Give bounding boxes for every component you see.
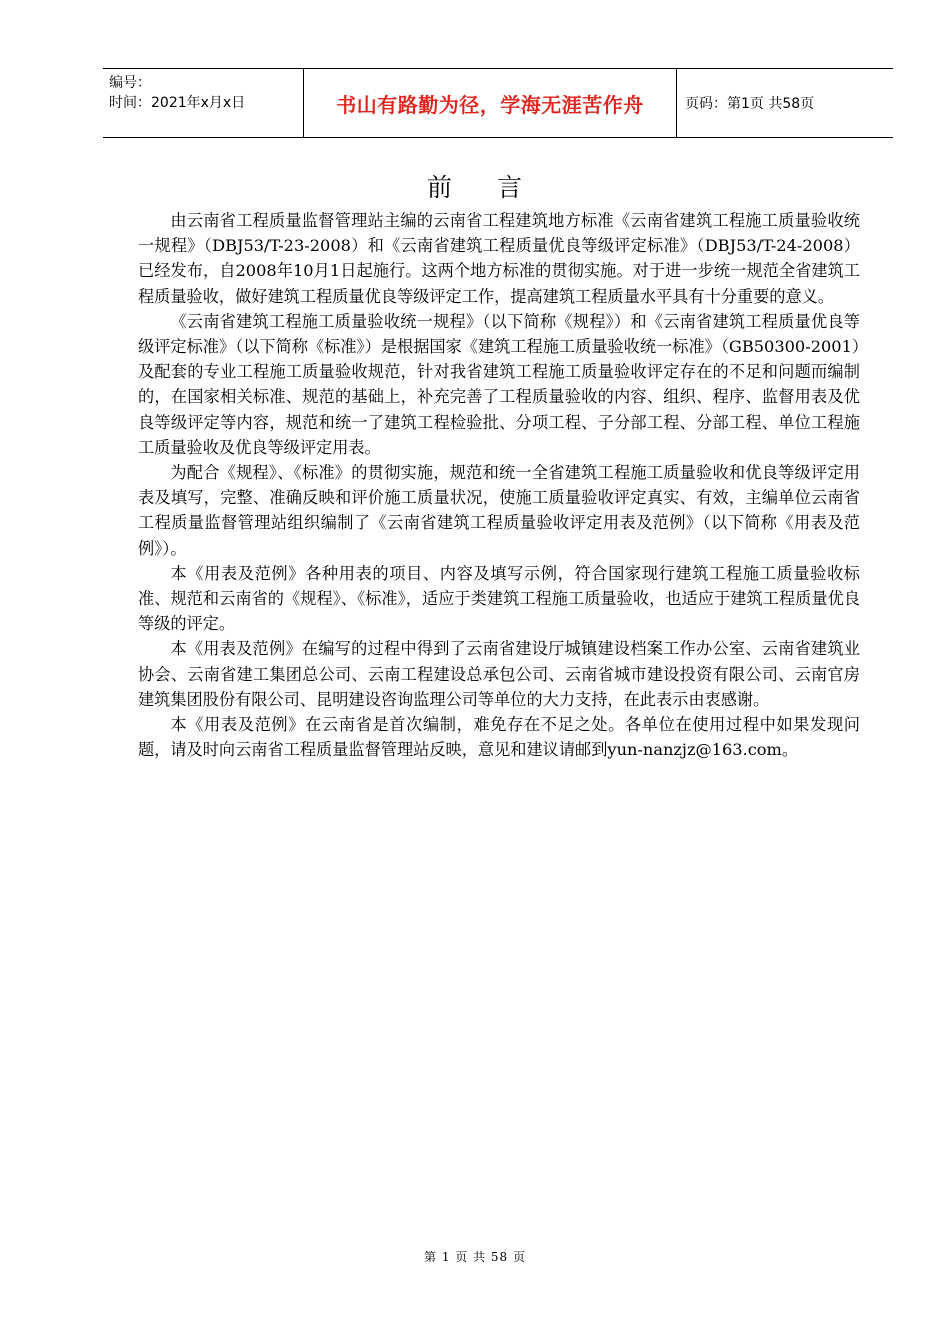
document-body — [138, 208, 860, 762]
page-header — [103, 68, 893, 138]
page-footer: 第 1 页 共 58 页 — [424, 1250, 526, 1264]
paragraph: 《云南省建筑工程施工质量验收统一规程》（以下简称《规程》）和《云南省建筑工程质量优良等级评定标准》（以下简称《标准》）是根据国家《建筑工程施工质量验收统一标准》（GB50300-2001）及配套的专业工程施工质量验收规范，针对我省建筑工程施工质量验收评定存在的不足和问题而编制的，在国家相关标准、规范的基础上，补充完善了工程质量验收的内容、组织、程序、监督用表及优良等级评定等内容，规范和统一了建筑工程检验批、分项工程、子分部工程、分部工程、单位工程施工质量验收及优良等级评定用表。 — [138, 311, 860, 457]
header-motto: 书山有路勤为径，学海无涯苦作舟 — [304, 69, 677, 137]
paragraph: 本《用表及范例》在编写的过程中得到了云南省建设厅城镇建设档案工作办公室、云南省建筑业协会、云南省建工集团总公司、云南工程建设总承包公司、云南省城市建设投资有限公司、云南官房建筑集团股份有限公司、昆明建设咨询监理公司等单位的大力支持，在此表示由衷感谢。 — [138, 639, 860, 709]
paragraph: 本《用表及范例》在云南省是首次编制，难免存在不足之处。各单位在使用过程中如果发现问题，请及时向云南省工程质量监督管理站反映，意见和建议请邮到yun-nanzjz@163.com。 — [138, 715, 860, 760]
header-page-info: 页码：第1页 共58页 — [685, 96, 815, 112]
document-number-label: 编号： — [109, 75, 151, 91]
paragraph: 为配合《规程》、《标准》的贯彻实施，规范和统一全省建筑工程施工质量验收和优良等级评定用表及填写，完整、准确反映和评价施工质量状况，使施工质量验收评定真实、有效，主编单位云南省工程质量监督管理站组织编制了《云南省建筑工程质量验收评定用表及范例》（以下简称《用表及范例》）。 — [138, 463, 860, 558]
page-title-char-2: 言 — [497, 173, 524, 202]
paragraph: 本《用表及范例》各种用表的项目、内容及填写示例，符合国家现行建筑工程施工质量验收标准、规范和云南省的《规程》、《标准》，适应于类建筑工程施工质量验收，也适应于建筑工程质量优良等级的评定。 — [138, 563, 860, 634]
header-meta-cell — [103, 69, 304, 137]
paragraph: 由云南省工程质量监督管理站主编的云南省工程建筑地方标准《云南省建筑工程施工质量验收统一规程》（DBJ53/T-23-2008）和《云南省建筑工程质量优良等级评定标准》（DBJ53/T-24-2008）已经发布，自2008年10月1日起施行。这两个地方标准的贯彻实施。对于进一步统一规范全省建筑工程质量验收，做好建筑工程质量优良等级评定工作，提高建筑工程质量水平具有十分重要的意义。 — [138, 211, 860, 306]
document-date-label: 时间：2021年x月x日 — [109, 95, 246, 111]
page-title-char-1: 前 — [426, 173, 453, 202]
page-title — [0, 168, 950, 204]
